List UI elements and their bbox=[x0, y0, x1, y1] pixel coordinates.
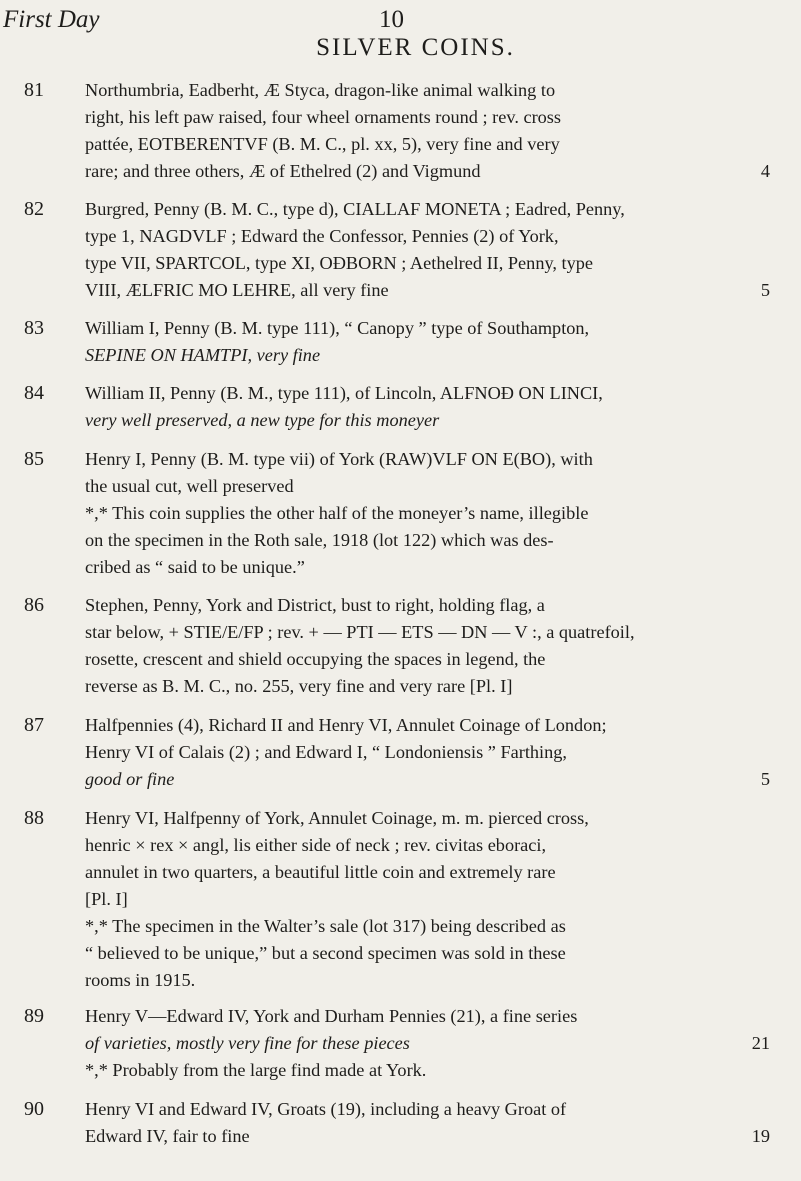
lot-line: the usual cut, well preserved bbox=[85, 476, 294, 496]
lot-line: good or fine bbox=[85, 769, 175, 789]
section-title: SILVER COINS. bbox=[316, 34, 515, 61]
lot-line: Edward IV, fair to fine bbox=[85, 1126, 250, 1146]
lot-quantity: 5 bbox=[760, 280, 770, 300]
lot-quantity: 21 bbox=[751, 1033, 770, 1053]
lot-description bbox=[85, 592, 770, 700]
lot-line: type VII, SPARTCOL, type XI, OÐBORN ; Aethelred II, Penny, type bbox=[85, 253, 594, 273]
lot-note-line: *,* The specimen in the Walter’s sale (lot 317) being described as bbox=[85, 916, 566, 936]
lot-line: pattée, EOTBERENTVF (B. M. C., pl. xx, 5), very fine and very bbox=[85, 134, 560, 154]
lot-description bbox=[85, 77, 770, 185]
lot-description bbox=[85, 315, 770, 369]
lot-note-line: rooms in 1915. bbox=[85, 970, 196, 990]
page-number: 10 bbox=[379, 6, 404, 33]
lot-line: right, his left paw raised, four wheel ornaments round ; rev. cross bbox=[85, 107, 562, 127]
running-title: First Day bbox=[3, 6, 100, 33]
lot-line: William I, Penny (B. M. type 111), “ Canopy ” type of Southampton, bbox=[85, 318, 590, 338]
lot-number: 87 bbox=[24, 714, 44, 736]
lot-line: SEPINE ON HAMTPI, very fine bbox=[85, 345, 321, 365]
lot-quantity: 19 bbox=[751, 1126, 770, 1146]
lot-line: henric × rex × angl, lis either side of neck ; rev. civitas eboraci, bbox=[85, 835, 547, 855]
lot-line: rosette, crescent and shield occupying the spaces in legend, the bbox=[85, 649, 546, 669]
lot-line: Henry VI, Halfpenny of York, Annulet Coinage, m. m. pierced cross, bbox=[85, 808, 589, 828]
lot-line: Henry I, Penny (B. M. type vii) of York (RAW)VLF ON E(BO), with bbox=[85, 449, 593, 469]
lot-line: very well preserved, a new type for this moneyer bbox=[85, 410, 440, 430]
lot-number: 86 bbox=[24, 594, 44, 616]
lot-line: Henry VI of Calais (2) ; and Edward I, “ Londoniensis ” Farthing, bbox=[85, 742, 567, 762]
lot-line: type 1, NAGDVLF ; Edward the Confessor, Pennies (2) of York, bbox=[85, 226, 559, 246]
lot-line: Northumbria, Eadberht, Æ Styca, dragon-like animal walking to bbox=[85, 80, 556, 100]
lot-line: Burgred, Penny (B. M. C., type d), CIALLAF MONETA ; Eadred, Penny, bbox=[85, 199, 625, 219]
lot-line: of varieties, mostly very fine for these pieces bbox=[85, 1033, 410, 1053]
lot-description bbox=[85, 1096, 770, 1150]
lot-number: 83 bbox=[24, 317, 44, 339]
lot-number: 82 bbox=[24, 198, 44, 220]
lot-number: 84 bbox=[24, 382, 44, 404]
lot-quantity: 5 bbox=[760, 769, 770, 789]
lot-number: 90 bbox=[24, 1098, 44, 1120]
lot-line: star below, + STIE/E/FP ; rev. + — PTI — ETS — DN — V :, a quatrefoil, bbox=[85, 622, 635, 642]
lot-line: [Pl. I] bbox=[85, 889, 128, 909]
lot-line: reverse as B. M. C., no. 255, very fine and very rare [Pl. I] bbox=[85, 676, 513, 696]
lot-note-line: on the specimen in the Roth sale, 1918 (lot 122) which was des- bbox=[85, 530, 554, 550]
lot-line: Henry VI and Edward IV, Groats (19), including a heavy Groat of bbox=[85, 1099, 567, 1119]
lot-line: Halfpennies (4), Richard II and Henry VI, Annulet Coinage of London; bbox=[85, 715, 607, 735]
lot-description bbox=[85, 805, 770, 994]
lot-number: 85 bbox=[24, 448, 44, 470]
lot-description bbox=[85, 380, 770, 434]
lot-line: VIII, ÆLFRIC MO LEHRE, all very fine bbox=[85, 280, 389, 300]
lot-quantity: 4 bbox=[760, 161, 770, 181]
page-header bbox=[0, 6, 801, 36]
lot-description bbox=[85, 712, 770, 793]
lot-note-line: cribed as “ said to be unique.” bbox=[85, 557, 305, 577]
lot-number: 81 bbox=[24, 79, 44, 101]
lot-line: Henry V—Edward IV, York and Durham Pennies (21), a fine series bbox=[85, 1006, 578, 1026]
lot-note-line: “ believed to be unique,” but a second specimen was sold in these bbox=[85, 943, 566, 963]
lot-number: 88 bbox=[24, 807, 44, 829]
lot-description bbox=[85, 1003, 770, 1084]
lot-description bbox=[85, 446, 770, 581]
lot-line: annulet in two quarters, a beautiful little coin and extremely rare bbox=[85, 862, 556, 882]
lot-line: rare; and three others, Æ of Ethelred (2) and Vigmund bbox=[85, 161, 481, 181]
lot-line: Stephen, Penny, York and District, bust to right, holding flag, a bbox=[85, 595, 545, 615]
lot-note-line: *,* This coin supplies the other half of the moneyer’s name, illegible bbox=[85, 503, 589, 523]
lot-description bbox=[85, 196, 770, 304]
lot-note-line: *,* Probably from the large find made at York. bbox=[85, 1060, 427, 1080]
lot-line: William II, Penny (B. M., type 111), of Lincoln, ALFNOÐ ON LINCI, bbox=[85, 383, 603, 403]
lot-number: 89 bbox=[24, 1005, 44, 1027]
